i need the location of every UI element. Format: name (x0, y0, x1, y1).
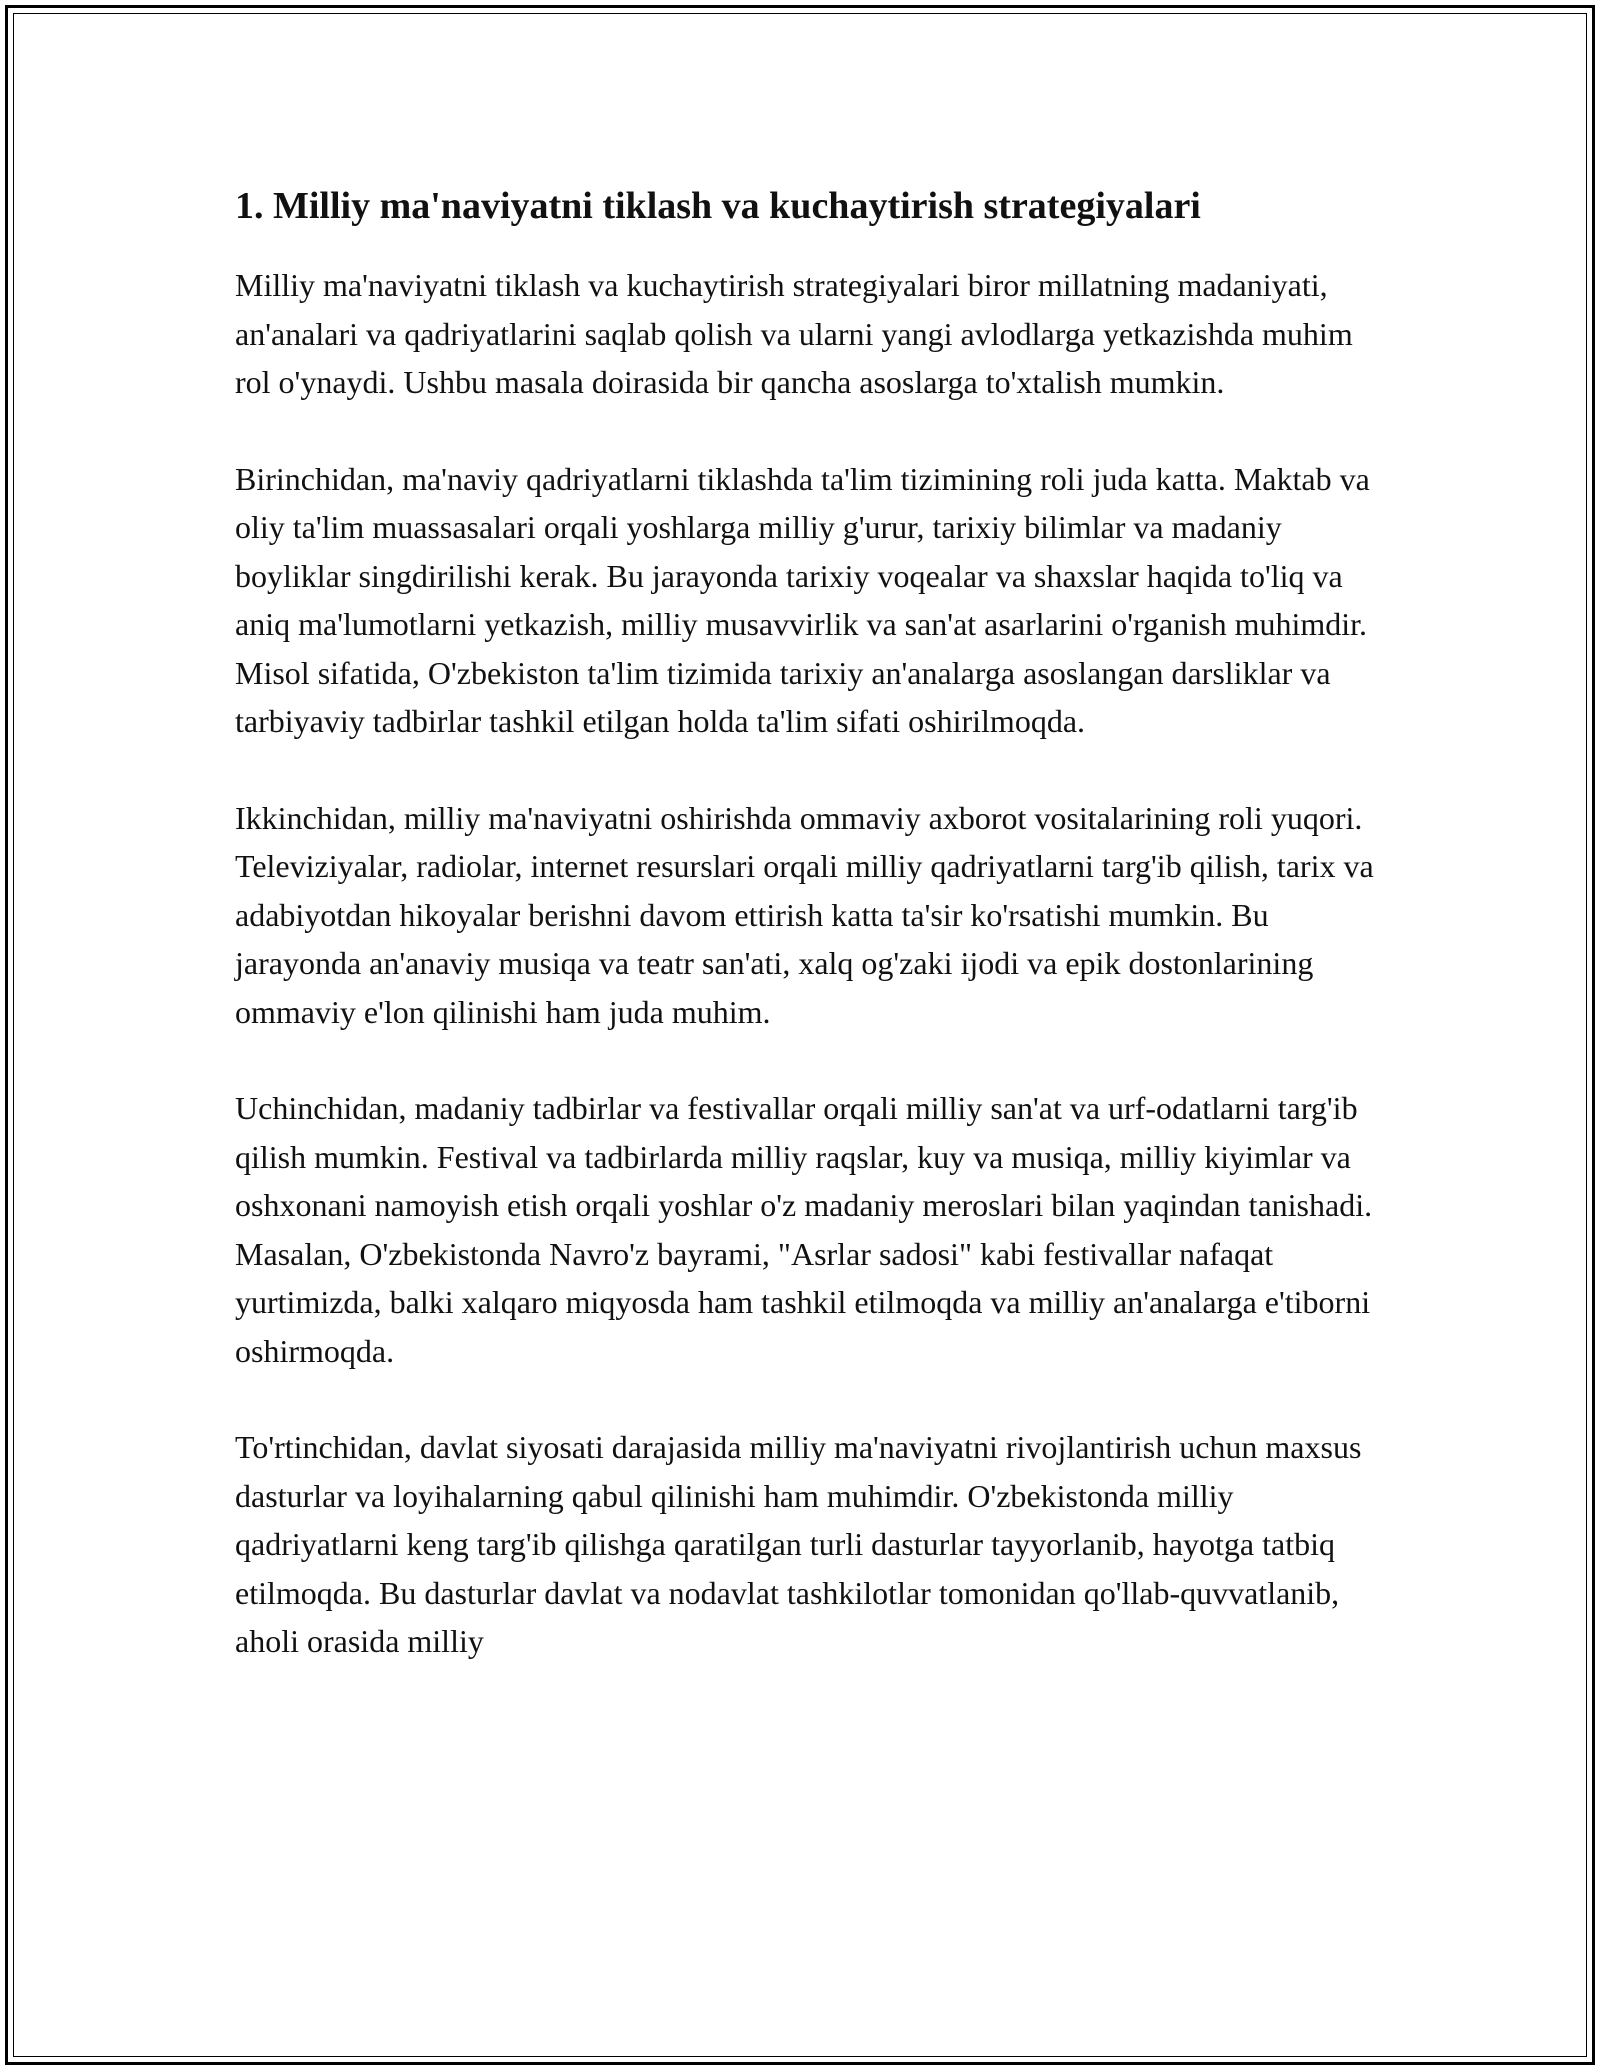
paragraph-first: Birinchidan, ma'naviy qadriyatlarni tiklashda ta'lim tizimining roli juda katta. Maktab va oliy ta'lim muassasalari orqali yoshlarga milliy g'urur, tarixiy bilimlar va madaniy boyliklar singdirilishi kerak. Bu jarayonda tarixiy voqealar va shaxslar haqida to'liq va aniq ma'lumotlarni yetkazish, milliy musavvirlik va san'at asarlarini o'rganish muhimdir. Misol sifatida, O'zbekiston ta'lim tizimida tarixiy an'analarga asoslangan darsliklar va tarbiyaviy tadbirlar tashkil etilgan holda ta'lim sifati oshirilmoqda. (235, 460, 1370, 740)
paragraph-third: Uchinchidan, madaniy tadbirlar va festivallar orqali milliy san'at va urf-odatlarni targ'ib qilish mumkin. Festival va tadbirlarda milliy raqslar, kuy va musiqa, milliy kiyimlar va oshxonani namoyish etish orqali yoshlar o'z madaniy meroslari bilan yaqindan tanishadi. Masalan, O'zbekistonda Navro'z bayrami, "Asrlar sadosi" kabi festivallar nafaqat yurtimizda, balki xalqaro miqyosda ham tashkil etilmoqda va milliy an'analarga e'tiborni oshirmoqda. (235, 1090, 1373, 1369)
document-body (235, 182, 1375, 1714)
paragraph-second: Ikkinchidan, milliy ma'naviyatni oshirishda ommaviy axborot vositalarining roli yuqori. Televiziyalar, radiolar, internet resurslari orqali milliy qadriyatlarni targ'ib qilish, tarix va adabiyotdan hikoyalar berishni davom ettirish katta ta'sir ko'rsatishi mumkin. Bu jarayonda an'anaviy musiqa va teatr san'ati, xalq og'zaki ijodi va epik dostonlarining ommaviy e'lon qilinishi ham juda muhim. (235, 799, 1374, 1030)
section-heading: 1. Milliy ma'naviyatni tiklash va kuchaytirish strategiyalari (235, 185, 1201, 227)
paragraph-fourth: To'rtinchidan, davlat siyosati darajasida milliy ma'naviyatni rivojlantirish uchun maxsus dasturlar va loyihalarning qabul qilinishi ham muhimdir. O'zbekistonda milliy qadriyatlarni keng targ'ib qilishga qaratilgan turli dasturlar tayyorlanib, hayotga tatbiq etilmoqda. Bu dasturlar davlat va nodavlat tashkilotlar tomonidan qo'llab-quvvatlanib, aholi orasida milliy (235, 1429, 1362, 1660)
paragraph-intro: Milliy ma'naviyatni tiklash va kuchaytirish strategiyalari biror millatning madaniyati, an'analari va qadriyatlarini saqlab qolish va ularni yangi avlodlarga yetkazishda muhim rol o'ynaydi. Ushbu masala doirasida bir qancha asoslarga to'xtalish mumkin. (235, 267, 1353, 401)
